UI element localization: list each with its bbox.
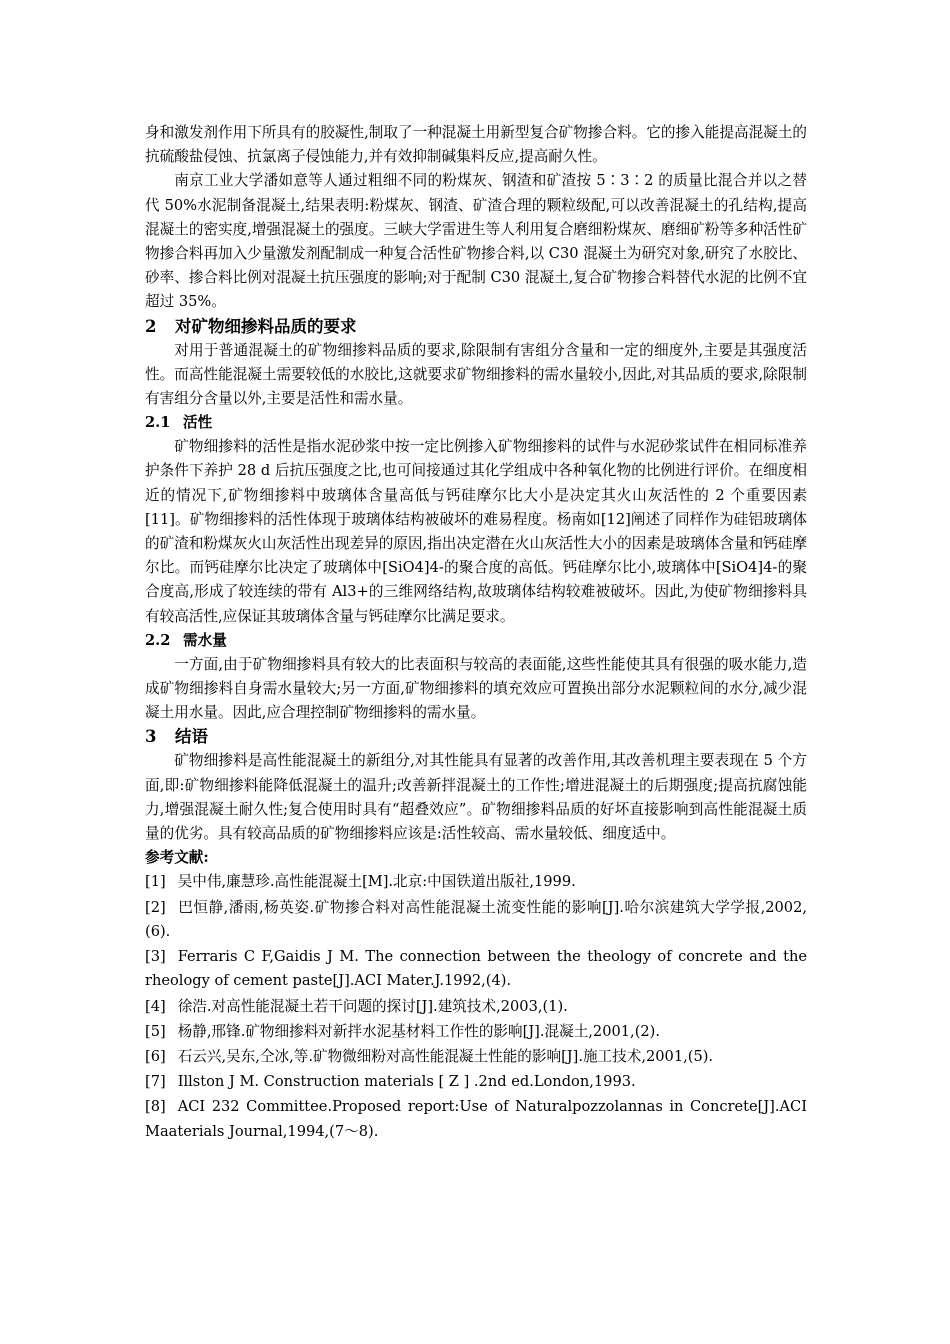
section-title: 需水量 xyxy=(183,631,227,649)
section-number: 2 xyxy=(145,316,157,336)
document-page xyxy=(145,121,807,1145)
section-title: 活性 xyxy=(183,414,213,432)
reference-text: Illston J M. Construction materials [ Z ] .2nd ed.London,1993. xyxy=(177,1073,636,1091)
paragraph-nanjing-study: 南京工业大学潘如意等人通过粗细不同的粉煤灰、钢渣和矿渣按 5∶3∶2 的质量比混合并以之替代 50%水泥制备混凝土,结果表明:粉煤灰、钢渣、矿渣合理的颗粒级配,可以改善混凝土的孔结构,提高混凝土的密实度,增强混凝土的强度。三峡大学雷进生等人利用复合磨细粉煤灰、磨细矿粉等多种活性矿物掺合料再加入少量激发剂配制成一种复合活性矿物掺合料,以 C30 混凝土为研究对象,研究了水胶比、砂率、掺合料比例对混凝土抗压强度的影响;对于配制 C30 混凝土,复合矿物掺合料替代水泥的比例不宜超过 35%。 xyxy=(145,172,807,311)
section-2-2-heading xyxy=(145,629,807,653)
section-title: 对矿物细掺料品质的要求 xyxy=(175,316,357,336)
section-number: 2.1 xyxy=(145,414,171,432)
reference-number: [3] xyxy=(145,948,166,966)
reference-number: [6] xyxy=(145,1047,166,1065)
reference-item xyxy=(145,870,807,894)
reference-item xyxy=(145,896,807,944)
reference-text: 巴恒静,潘雨,杨英姿.矿物掺合料对高性能混凝土流变性能的影响[J].哈尔滨建筑大学学报,2002,(6). xyxy=(145,898,807,940)
references-list xyxy=(145,870,807,1143)
section-number: 3 xyxy=(145,727,157,747)
reference-text: 杨静,邢锋.矿物细掺料对新拌水泥基材料工作性的影响[J].混凝土,2001,(2). xyxy=(177,1022,661,1040)
reference-item xyxy=(145,1020,807,1044)
reference-text: 徐浩.对高性能混凝土若干问题的探讨[J].建筑技术,2003,(1). xyxy=(177,997,568,1015)
reference-number: [2] xyxy=(145,898,166,916)
reference-text: 吴中伟,廉慧珍.高性能混凝土[M].北京:中国铁道出版社,1999. xyxy=(177,873,576,891)
references-title: 参考文献: xyxy=(145,849,209,867)
reference-item xyxy=(145,1095,807,1143)
reference-item xyxy=(145,995,807,1019)
reference-text: 石云兴,吴东,仝冰,等.矿物微细粉对高性能混凝土性能的影响[J].施工技术,2001,(5). xyxy=(177,1047,714,1065)
section-number: 2.2 xyxy=(145,631,171,649)
section-title: 结语 xyxy=(175,727,208,747)
paragraph-water-demand: 一方面,由于矿物细掺料具有较大的比表面积与较高的表面能,这些性能使其具有很强的吸水能力,造成矿物细掺料自身需水量较大;另一方面,矿物细掺料的填充效应可置换出部分水泥颗粒间的水分,减少混凝土用水量。因此,应合理控制矿物细掺料的需水量。 xyxy=(145,655,807,722)
paragraph-continued: 身和激发剂作用下所具有的胶凝性,制取了一种混凝土用新型复合矿物掺合料。它的掺入能提高混凝土的抗硫酸盐侵蚀、抗氯离子侵蚀能力,并有效抑制碱集料反应,提高耐久性。 xyxy=(145,124,807,166)
reference-text: Ferraris C F,Gaidis J M. The connection between the theology of concrete and the rheology of cement paste[J].ACI Mater.J.1992,(4). xyxy=(145,948,807,990)
reference-number: [4] xyxy=(145,997,166,1015)
section-3-heading xyxy=(145,725,807,749)
reference-number: [1] xyxy=(145,873,166,891)
section-2-heading xyxy=(145,315,807,339)
paragraph-quality-requirements: 对用于普通混凝土的矿物细掺料品质的要求,除限制有害组分含量和一定的细度外,主要是其强度活性。而高性能混凝土需要较低的水胶比,这就要求矿物细掺料的需水量较小,因此,对其品质的要求,除限制有害组分含量以外,主要是活性和需水量。 xyxy=(145,341,807,408)
reference-number: [8] xyxy=(145,1098,166,1116)
paragraph-activity: 矿物细掺料的活性是指水泥砂浆中按一定比例掺入矿物细掺料的试件与水泥砂浆试件在相同标准养护条件下养护 28 d 后抗压强度之比,也可间接通过其化学组成中各种氧化物的比例进行评价。在细度相近的情况下,矿物细掺料中玻璃体含量高低与钙硅摩尔比大小是决定其火山灰活性的 2 个重要因素[11]。矿物细掺料的活性体现于玻璃体结构被破坏的难易程度。杨南如[12]阐述了同样作为硅铝玻璃体的矿渣和粉煤灰火山灰活性出现差异的原因,指出决定潜在火山灰活性大小的因素是玻璃体含量和钙硅摩尔比。而钙硅摩尔比决定了玻璃体中[SiO4]4-的聚合度的高低。钙硅摩尔比小,玻璃体中[SiO4]4-的聚合度高,形成了较连续的带有 Al3+的三维网络结构,故玻璃体结构较难被破坏。因此,为使矿物细掺料具有较高活性,应保证其玻璃体含量与钙硅摩尔比满足要求。 xyxy=(145,438,807,625)
reference-text: ACI 232 Committee.Proposed report:Use of Naturalpozzolannas in Concrete[J].ACI Maaterials Journal,1994,(7～8). xyxy=(145,1098,807,1140)
section-2-1-heading xyxy=(145,411,807,435)
paragraph-conclusion: 矿物细掺料是高性能混凝土的新组分,对其性能具有显著的改善作用,其改善机理主要表现在 5 个方面,即:矿物细掺料能降低混凝土的温升;改善新拌混凝土的工作性;增进混凝土的后期强度;提高抗腐蚀能力,增强混凝土耐久性;复合使用时具有“超叠效应”。矿物细掺料品质的好坏直接影响到高性能混凝土质量的优劣。具有较高品质的矿物细掺料应该是:活性较高、需水量较低、细度适中。 xyxy=(145,752,807,843)
reference-number: [7] xyxy=(145,1073,166,1091)
reference-item xyxy=(145,945,807,993)
reference-number: [5] xyxy=(145,1022,166,1040)
reference-item xyxy=(145,1045,807,1069)
reference-item xyxy=(145,1070,807,1094)
